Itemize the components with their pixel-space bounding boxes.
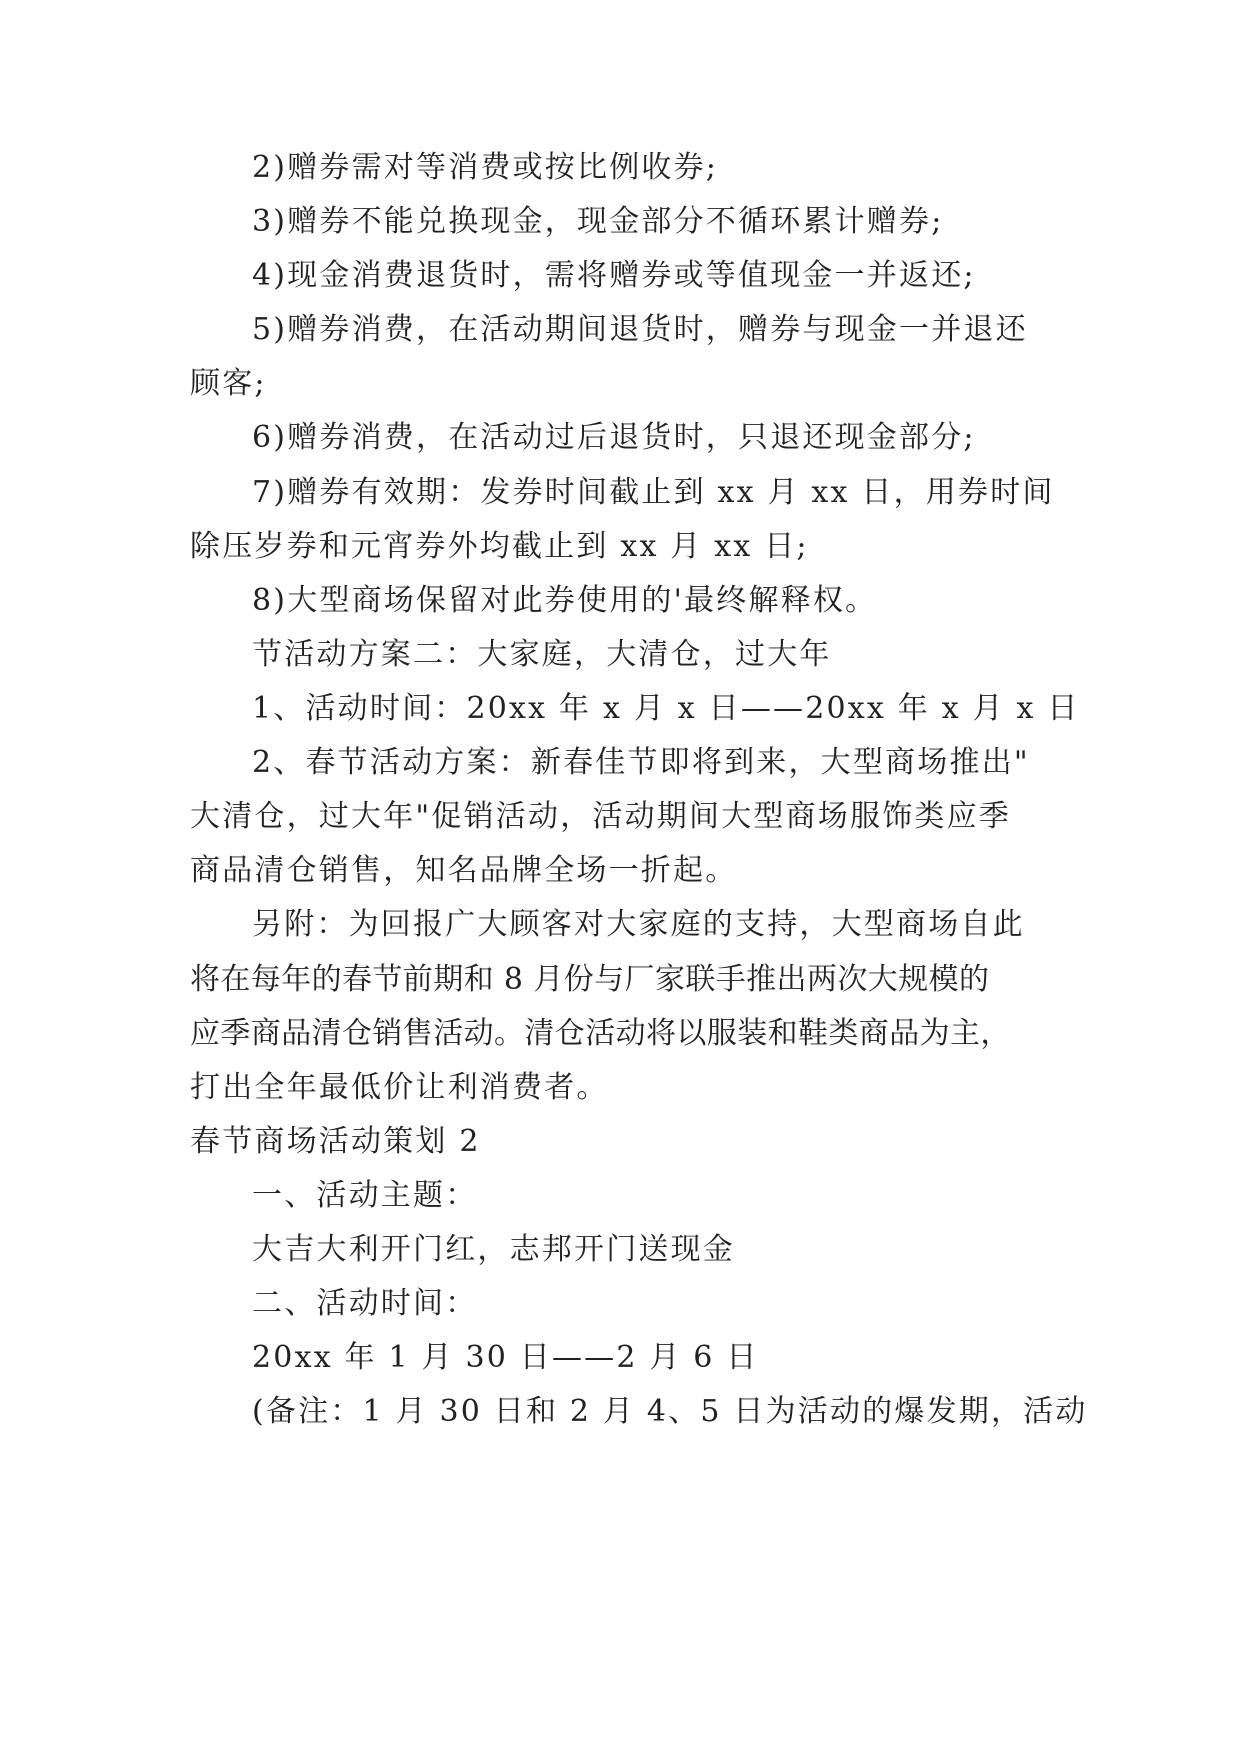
paragraph-line: 1、活动时间：20xx 年 x 月 x 日——20xx 年 x 月 x 日 <box>252 691 1080 726</box>
paragraph-line: 8)大型商场保留对此券使用的'最终解释权。 <box>252 583 878 618</box>
document-title: 春节商场活动策划 2 <box>190 1124 481 1159</box>
paragraph-line: 另附：为回报广大顾客对大家庭的支持，大型商场自此 <box>252 907 1025 942</box>
paragraph-line: 打出全年最低价让利消费者。 <box>190 1070 609 1105</box>
paragraph-line: (备注：1 月 30 日和 2 月 4、5 日为活动的爆发期，活动 <box>252 1394 1088 1429</box>
paragraph-line: 2)赠券需对等消费或按比例收券; <box>252 150 719 185</box>
paragraph-line: 将在每年的春节前期和 8 月份与厂家联手推出两次大规模的 <box>190 962 990 997</box>
paragraph-line: 顾客; <box>190 366 267 401</box>
paragraph-line: 4)现金消费退货时，需将赠券或等值现金一并返还; <box>252 258 976 293</box>
paragraph-line: 20xx 年 1 月 30 日——2 月 6 日 <box>252 1340 759 1375</box>
paragraph-line: 大吉大利开门红，志邦开门送现金 <box>252 1232 735 1267</box>
paragraph-line: 3)赠券不能兑换现金，现金部分不循环累计赠券; <box>252 204 944 239</box>
paragraph-line: 除压岁券和元宵券外均截止到 xx 月 xx 日; <box>190 529 809 564</box>
paragraph-line: 商品清仓销售，知名品牌全场一折起。 <box>190 853 738 888</box>
paragraph-line: 6)赠券消费，在活动过后退货时，只退还现金部分; <box>252 420 976 455</box>
paragraph-line: 7)赠券有效期：发券时间截止到 xx 月 xx 日，用券时间 <box>252 475 1055 510</box>
paragraph-line: 5)赠券消费，在活动期间退货时，赠券与现金一并退还 <box>252 312 1028 347</box>
section-heading: 二、活动时间： <box>252 1286 478 1321</box>
paragraph-line: 大清仓，过大年"促销活动，活动期间大型商场服饰类应季 <box>190 799 1011 834</box>
paragraph-line: 2、春节活动方案：新春佳节即将到来，大型商场推出" <box>252 745 1030 780</box>
paragraph-line: 应季商品清仓销售活动。清仓活动将以服装和鞋类商品为主， <box>190 1016 1011 1051</box>
section-heading: 节活动方案二：大家庭，大清仓，过大年 <box>252 637 832 672</box>
section-heading: 一、活动主题： <box>252 1178 478 1213</box>
